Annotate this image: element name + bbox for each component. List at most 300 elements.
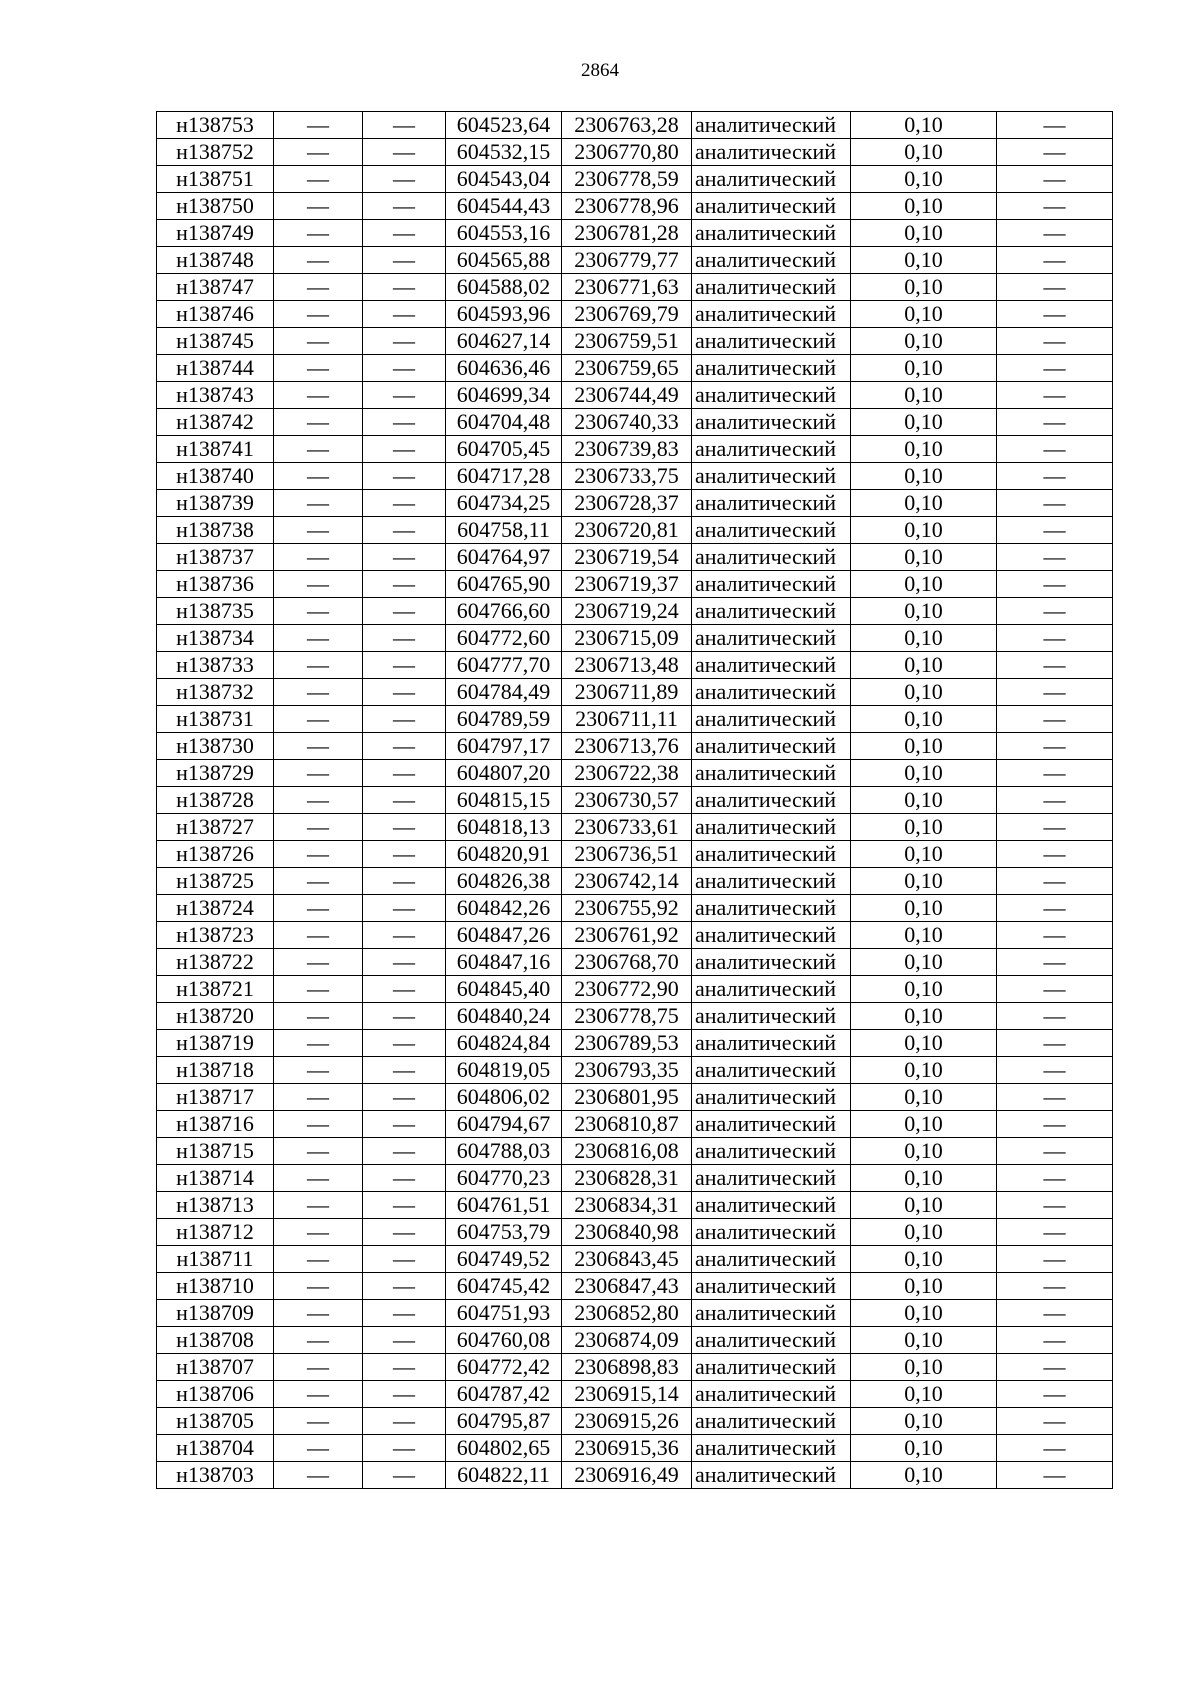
dash-cell: — — [363, 193, 446, 220]
dash-cell: — — [274, 1408, 363, 1435]
dash-cell: — — [997, 787, 1113, 814]
method-cell: аналитический — [692, 652, 851, 679]
point-name-cell: н138753 — [157, 112, 274, 139]
dash-cell: — — [274, 112, 363, 139]
x-coordinate-cell: 604751,93 — [446, 1300, 562, 1327]
method-cell: аналитический — [692, 868, 851, 895]
table-row — [157, 247, 1113, 274]
dash-cell: — — [363, 598, 446, 625]
y-coordinate-cell: 2306719,24 — [562, 598, 692, 625]
dash-cell: — — [274, 274, 363, 301]
y-coordinate-cell: 2306847,43 — [562, 1273, 692, 1300]
dash-cell: — — [274, 679, 363, 706]
accuracy-cell: 0,10 — [851, 247, 997, 274]
point-name-cell: н138706 — [157, 1381, 274, 1408]
table-row — [157, 1219, 1113, 1246]
y-coordinate-cell: 2306768,70 — [562, 949, 692, 976]
dash-cell: — — [997, 679, 1113, 706]
x-coordinate-cell: 604787,42 — [446, 1381, 562, 1408]
accuracy-cell: 0,10 — [851, 193, 997, 220]
x-coordinate-cell: 604532,15 — [446, 139, 562, 166]
table-row — [157, 679, 1113, 706]
table-row — [157, 760, 1113, 787]
accuracy-cell: 0,10 — [851, 1165, 997, 1192]
y-coordinate-cell: 2306778,59 — [562, 166, 692, 193]
point-name-cell: н138752 — [157, 139, 274, 166]
y-coordinate-cell: 2306759,65 — [562, 355, 692, 382]
method-cell: аналитический — [692, 1381, 851, 1408]
dash-cell: — — [363, 1381, 446, 1408]
accuracy-cell: 0,10 — [851, 1111, 997, 1138]
dash-cell: — — [274, 1084, 363, 1111]
dash-cell: — — [274, 166, 363, 193]
accuracy-cell: 0,10 — [851, 355, 997, 382]
y-coordinate-cell: 2306733,61 — [562, 814, 692, 841]
dash-cell: — — [274, 301, 363, 328]
x-coordinate-cell: 604826,38 — [446, 868, 562, 895]
point-name-cell: н138708 — [157, 1327, 274, 1354]
y-coordinate-cell: 2306715,09 — [562, 625, 692, 652]
dash-cell: — — [274, 463, 363, 490]
dash-cell: — — [274, 1435, 363, 1462]
table-row — [157, 1003, 1113, 1030]
dash-cell: — — [363, 490, 446, 517]
table-row — [157, 976, 1113, 1003]
x-coordinate-cell: 604842,26 — [446, 895, 562, 922]
dash-cell: — — [997, 1084, 1113, 1111]
dash-cell: — — [997, 733, 1113, 760]
point-name-cell: н138726 — [157, 841, 274, 868]
dash-cell: — — [997, 1408, 1113, 1435]
dash-cell: — — [274, 436, 363, 463]
y-coordinate-cell: 2306719,37 — [562, 571, 692, 598]
accuracy-cell: 0,10 — [851, 1057, 997, 1084]
accuracy-cell: 0,10 — [851, 1381, 997, 1408]
point-name-cell: н138743 — [157, 382, 274, 409]
point-name-cell: н138716 — [157, 1111, 274, 1138]
dash-cell: — — [274, 1057, 363, 1084]
method-cell: аналитический — [692, 1003, 851, 1030]
dash-cell: — — [274, 1138, 363, 1165]
method-cell: аналитический — [692, 436, 851, 463]
y-coordinate-cell: 2306840,98 — [562, 1219, 692, 1246]
x-coordinate-cell: 604745,42 — [446, 1273, 562, 1300]
method-cell: аналитический — [692, 571, 851, 598]
point-name-cell: н138721 — [157, 976, 274, 1003]
dash-cell: — — [363, 166, 446, 193]
dash-cell: — — [363, 1219, 446, 1246]
dash-cell: — — [997, 814, 1113, 841]
accuracy-cell: 0,10 — [851, 733, 997, 760]
dash-cell: — — [274, 1300, 363, 1327]
y-coordinate-cell: 2306713,76 — [562, 733, 692, 760]
dash-cell: — — [997, 301, 1113, 328]
y-coordinate-cell: 2306739,83 — [562, 436, 692, 463]
dash-cell: — — [363, 625, 446, 652]
table-row — [157, 301, 1113, 328]
table-row — [157, 490, 1113, 517]
dash-cell: — — [997, 760, 1113, 787]
dash-cell: — — [997, 1192, 1113, 1219]
table-row — [157, 382, 1113, 409]
accuracy-cell: 0,10 — [851, 274, 997, 301]
y-coordinate-cell: 2306759,51 — [562, 328, 692, 355]
accuracy-cell: 0,10 — [851, 949, 997, 976]
y-coordinate-cell: 2306898,83 — [562, 1354, 692, 1381]
y-coordinate-cell: 2306769,79 — [562, 301, 692, 328]
x-coordinate-cell: 604717,28 — [446, 463, 562, 490]
coordinates-table — [156, 111, 1113, 1489]
accuracy-cell: 0,10 — [851, 139, 997, 166]
y-coordinate-cell: 2306779,77 — [562, 247, 692, 274]
y-coordinate-cell: 2306778,75 — [562, 1003, 692, 1030]
method-cell: аналитический — [692, 490, 851, 517]
dash-cell: — — [274, 1246, 363, 1273]
y-coordinate-cell: 2306810,87 — [562, 1111, 692, 1138]
dash-cell: — — [363, 1003, 446, 1030]
point-name-cell: н138746 — [157, 301, 274, 328]
method-cell: аналитический — [692, 1192, 851, 1219]
method-cell: аналитический — [692, 1138, 851, 1165]
accuracy-cell: 0,10 — [851, 1408, 997, 1435]
x-coordinate-cell: 604777,70 — [446, 652, 562, 679]
y-coordinate-cell: 2306834,31 — [562, 1192, 692, 1219]
table-row — [157, 436, 1113, 463]
y-coordinate-cell: 2306744,49 — [562, 382, 692, 409]
x-coordinate-cell: 604764,97 — [446, 544, 562, 571]
point-name-cell: н138733 — [157, 652, 274, 679]
method-cell: аналитический — [692, 706, 851, 733]
y-coordinate-cell: 2306720,81 — [562, 517, 692, 544]
method-cell: аналитический — [692, 1408, 851, 1435]
point-name-cell: н138747 — [157, 274, 274, 301]
x-coordinate-cell: 604772,60 — [446, 625, 562, 652]
method-cell: аналитический — [692, 544, 851, 571]
accuracy-cell: 0,10 — [851, 1435, 997, 1462]
x-coordinate-cell: 604807,20 — [446, 760, 562, 787]
table-row — [157, 1084, 1113, 1111]
table-row — [157, 787, 1113, 814]
x-coordinate-cell: 604758,11 — [446, 517, 562, 544]
y-coordinate-cell: 2306755,92 — [562, 895, 692, 922]
x-coordinate-cell: 604806,02 — [446, 1084, 562, 1111]
y-coordinate-cell: 2306816,08 — [562, 1138, 692, 1165]
point-name-cell: н138732 — [157, 679, 274, 706]
accuracy-cell: 0,10 — [851, 814, 997, 841]
x-coordinate-cell: 604543,04 — [446, 166, 562, 193]
method-cell: аналитический — [692, 382, 851, 409]
dash-cell: — — [997, 922, 1113, 949]
dash-cell: — — [997, 949, 1113, 976]
method-cell: аналитический — [692, 328, 851, 355]
dash-cell: — — [274, 787, 363, 814]
point-name-cell: н138712 — [157, 1219, 274, 1246]
dash-cell: — — [274, 409, 363, 436]
dash-cell: — — [363, 328, 446, 355]
dash-cell: — — [363, 571, 446, 598]
dash-cell: — — [997, 517, 1113, 544]
dash-cell: — — [363, 868, 446, 895]
x-coordinate-cell: 604753,79 — [446, 1219, 562, 1246]
x-coordinate-cell: 604588,02 — [446, 274, 562, 301]
x-coordinate-cell: 604705,45 — [446, 436, 562, 463]
point-name-cell: н138711 — [157, 1246, 274, 1273]
dash-cell: — — [997, 382, 1113, 409]
table-row — [157, 139, 1113, 166]
dash-cell: — — [274, 1165, 363, 1192]
dash-cell: — — [997, 1111, 1113, 1138]
accuracy-cell: 0,10 — [851, 976, 997, 1003]
dash-cell: — — [997, 193, 1113, 220]
dash-cell: — — [274, 976, 363, 1003]
point-name-cell: н138704 — [157, 1435, 274, 1462]
dash-cell: — — [363, 1462, 446, 1489]
accuracy-cell: 0,10 — [851, 301, 997, 328]
point-name-cell: н138727 — [157, 814, 274, 841]
method-cell: аналитический — [692, 949, 851, 976]
table-row — [157, 1111, 1113, 1138]
point-name-cell: н138710 — [157, 1273, 274, 1300]
dash-cell: — — [363, 355, 446, 382]
method-cell: аналитический — [692, 247, 851, 274]
y-coordinate-cell: 2306793,35 — [562, 1057, 692, 1084]
x-coordinate-cell: 604627,14 — [446, 328, 562, 355]
method-cell: аналитический — [692, 274, 851, 301]
dash-cell: — — [363, 463, 446, 490]
point-name-cell: н138703 — [157, 1462, 274, 1489]
dash-cell: — — [274, 328, 363, 355]
accuracy-cell: 0,10 — [851, 1300, 997, 1327]
y-coordinate-cell: 2306742,14 — [562, 868, 692, 895]
dash-cell: — — [363, 1030, 446, 1057]
accuracy-cell: 0,10 — [851, 841, 997, 868]
point-name-cell: н138718 — [157, 1057, 274, 1084]
dash-cell: — — [997, 652, 1113, 679]
method-cell: аналитический — [692, 679, 851, 706]
x-coordinate-cell: 604770,23 — [446, 1165, 562, 1192]
x-coordinate-cell: 604544,43 — [446, 193, 562, 220]
table-row — [157, 733, 1113, 760]
dash-cell: — — [363, 895, 446, 922]
point-name-cell: н138729 — [157, 760, 274, 787]
dash-cell: — — [997, 976, 1113, 1003]
table-row — [157, 544, 1113, 571]
y-coordinate-cell: 2306728,37 — [562, 490, 692, 517]
table-row — [157, 1435, 1113, 1462]
dash-cell: — — [997, 1138, 1113, 1165]
dash-cell: — — [363, 1435, 446, 1462]
x-coordinate-cell: 604797,17 — [446, 733, 562, 760]
y-coordinate-cell: 2306789,53 — [562, 1030, 692, 1057]
method-cell: аналитический — [692, 1111, 851, 1138]
dash-cell: — — [274, 193, 363, 220]
dash-cell: — — [363, 1057, 446, 1084]
table-row — [157, 1300, 1113, 1327]
dash-cell: — — [274, 517, 363, 544]
y-coordinate-cell: 2306733,75 — [562, 463, 692, 490]
table-row — [157, 706, 1113, 733]
y-coordinate-cell: 2306761,92 — [562, 922, 692, 949]
dash-cell: — — [274, 625, 363, 652]
x-coordinate-cell: 604636,46 — [446, 355, 562, 382]
method-cell: аналитический — [692, 733, 851, 760]
point-name-cell: н138739 — [157, 490, 274, 517]
y-coordinate-cell: 2306770,80 — [562, 139, 692, 166]
dash-cell: — — [997, 436, 1113, 463]
dash-cell: — — [363, 1246, 446, 1273]
table-row — [157, 1273, 1113, 1300]
dash-cell: — — [997, 598, 1113, 625]
point-name-cell: н138724 — [157, 895, 274, 922]
accuracy-cell: 0,10 — [851, 706, 997, 733]
point-name-cell: н138734 — [157, 625, 274, 652]
dash-cell: — — [997, 895, 1113, 922]
method-cell: аналитический — [692, 1435, 851, 1462]
dash-cell: — — [274, 814, 363, 841]
point-name-cell: н138722 — [157, 949, 274, 976]
accuracy-cell: 0,10 — [851, 1138, 997, 1165]
x-coordinate-cell: 604553,16 — [446, 220, 562, 247]
dash-cell: — — [997, 1300, 1113, 1327]
dash-cell: — — [997, 706, 1113, 733]
dash-cell: — — [997, 490, 1113, 517]
dash-cell: — — [997, 1030, 1113, 1057]
dash-cell: — — [363, 1084, 446, 1111]
y-coordinate-cell: 2306843,45 — [562, 1246, 692, 1273]
accuracy-cell: 0,10 — [851, 1354, 997, 1381]
table-row — [157, 814, 1113, 841]
table-row — [157, 598, 1113, 625]
dash-cell: — — [274, 1462, 363, 1489]
table-row — [157, 652, 1113, 679]
method-cell: аналитический — [692, 814, 851, 841]
dash-cell: — — [997, 247, 1113, 274]
point-name-cell: н138719 — [157, 1030, 274, 1057]
method-cell: аналитический — [692, 301, 851, 328]
dash-cell: — — [997, 409, 1113, 436]
dash-cell: — — [363, 1192, 446, 1219]
x-coordinate-cell: 604788,03 — [446, 1138, 562, 1165]
accuracy-cell: 0,10 — [851, 1003, 997, 1030]
table-row — [157, 328, 1113, 355]
table-row — [157, 868, 1113, 895]
x-coordinate-cell: 604765,90 — [446, 571, 562, 598]
dash-cell: — — [274, 1381, 363, 1408]
y-coordinate-cell: 2306874,09 — [562, 1327, 692, 1354]
accuracy-cell: 0,10 — [851, 544, 997, 571]
table-row — [157, 1192, 1113, 1219]
accuracy-cell: 0,10 — [851, 328, 997, 355]
point-name-cell: н138736 — [157, 571, 274, 598]
dash-cell: — — [997, 1381, 1113, 1408]
dash-cell: — — [274, 1273, 363, 1300]
y-coordinate-cell: 2306781,28 — [562, 220, 692, 247]
method-cell: аналитический — [692, 1165, 851, 1192]
dash-cell: — — [997, 463, 1113, 490]
method-cell: аналитический — [692, 193, 851, 220]
dash-cell: — — [363, 409, 446, 436]
dash-cell: — — [274, 733, 363, 760]
dash-cell: — — [363, 1165, 446, 1192]
point-name-cell: н138731 — [157, 706, 274, 733]
x-coordinate-cell: 604824,84 — [446, 1030, 562, 1057]
x-coordinate-cell: 604845,40 — [446, 976, 562, 1003]
x-coordinate-cell: 604815,15 — [446, 787, 562, 814]
table-row — [157, 220, 1113, 247]
accuracy-cell: 0,10 — [851, 1030, 997, 1057]
x-coordinate-cell: 604847,16 — [446, 949, 562, 976]
dash-cell: — — [363, 139, 446, 166]
dash-cell: — — [997, 868, 1113, 895]
table-row — [157, 571, 1113, 598]
dash-cell: — — [997, 1165, 1113, 1192]
dash-cell: — — [997, 274, 1113, 301]
dash-cell: — — [274, 1003, 363, 1030]
table-row — [157, 949, 1113, 976]
dash-cell: — — [274, 1354, 363, 1381]
method-cell: аналитический — [692, 139, 851, 166]
accuracy-cell: 0,10 — [851, 166, 997, 193]
table-row — [157, 409, 1113, 436]
method-cell: аналитический — [692, 922, 851, 949]
x-coordinate-cell: 604784,49 — [446, 679, 562, 706]
method-cell: аналитический — [692, 787, 851, 814]
table-row — [157, 1327, 1113, 1354]
y-coordinate-cell: 2306719,54 — [562, 544, 692, 571]
accuracy-cell: 0,10 — [851, 1246, 997, 1273]
y-coordinate-cell: 2306772,90 — [562, 976, 692, 1003]
x-coordinate-cell: 604704,48 — [446, 409, 562, 436]
method-cell: аналитический — [692, 1300, 851, 1327]
method-cell: аналитический — [692, 463, 851, 490]
accuracy-cell: 0,10 — [851, 652, 997, 679]
y-coordinate-cell: 2306852,80 — [562, 1300, 692, 1327]
dash-cell: — — [997, 1246, 1113, 1273]
x-coordinate-cell: 604802,65 — [446, 1435, 562, 1462]
dash-cell: — — [997, 355, 1113, 382]
point-name-cell: н138707 — [157, 1354, 274, 1381]
dash-cell: — — [997, 1435, 1113, 1462]
y-coordinate-cell: 2306763,28 — [562, 112, 692, 139]
method-cell: аналитический — [692, 1030, 851, 1057]
dash-cell: — — [274, 922, 363, 949]
dash-cell: — — [363, 1300, 446, 1327]
table-row — [157, 1165, 1113, 1192]
x-coordinate-cell: 604565,88 — [446, 247, 562, 274]
dash-cell: — — [997, 328, 1113, 355]
point-name-cell: н138730 — [157, 733, 274, 760]
accuracy-cell: 0,10 — [851, 787, 997, 814]
accuracy-cell: 0,10 — [851, 409, 997, 436]
point-name-cell: н138738 — [157, 517, 274, 544]
point-name-cell: н138717 — [157, 1084, 274, 1111]
point-name-cell: н138709 — [157, 1300, 274, 1327]
dash-cell: — — [363, 1138, 446, 1165]
point-name-cell: н138750 — [157, 193, 274, 220]
y-coordinate-cell: 2306915,26 — [562, 1408, 692, 1435]
y-coordinate-cell: 2306736,51 — [562, 841, 692, 868]
dash-cell: — — [363, 949, 446, 976]
method-cell: аналитический — [692, 976, 851, 1003]
method-cell: аналитический — [692, 895, 851, 922]
x-coordinate-cell: 604699,34 — [446, 382, 562, 409]
x-coordinate-cell: 604847,26 — [446, 922, 562, 949]
x-coordinate-cell: 604523,64 — [446, 112, 562, 139]
dash-cell: — — [274, 1030, 363, 1057]
table-row — [157, 1246, 1113, 1273]
dash-cell: — — [363, 841, 446, 868]
dash-cell: — — [274, 247, 363, 274]
